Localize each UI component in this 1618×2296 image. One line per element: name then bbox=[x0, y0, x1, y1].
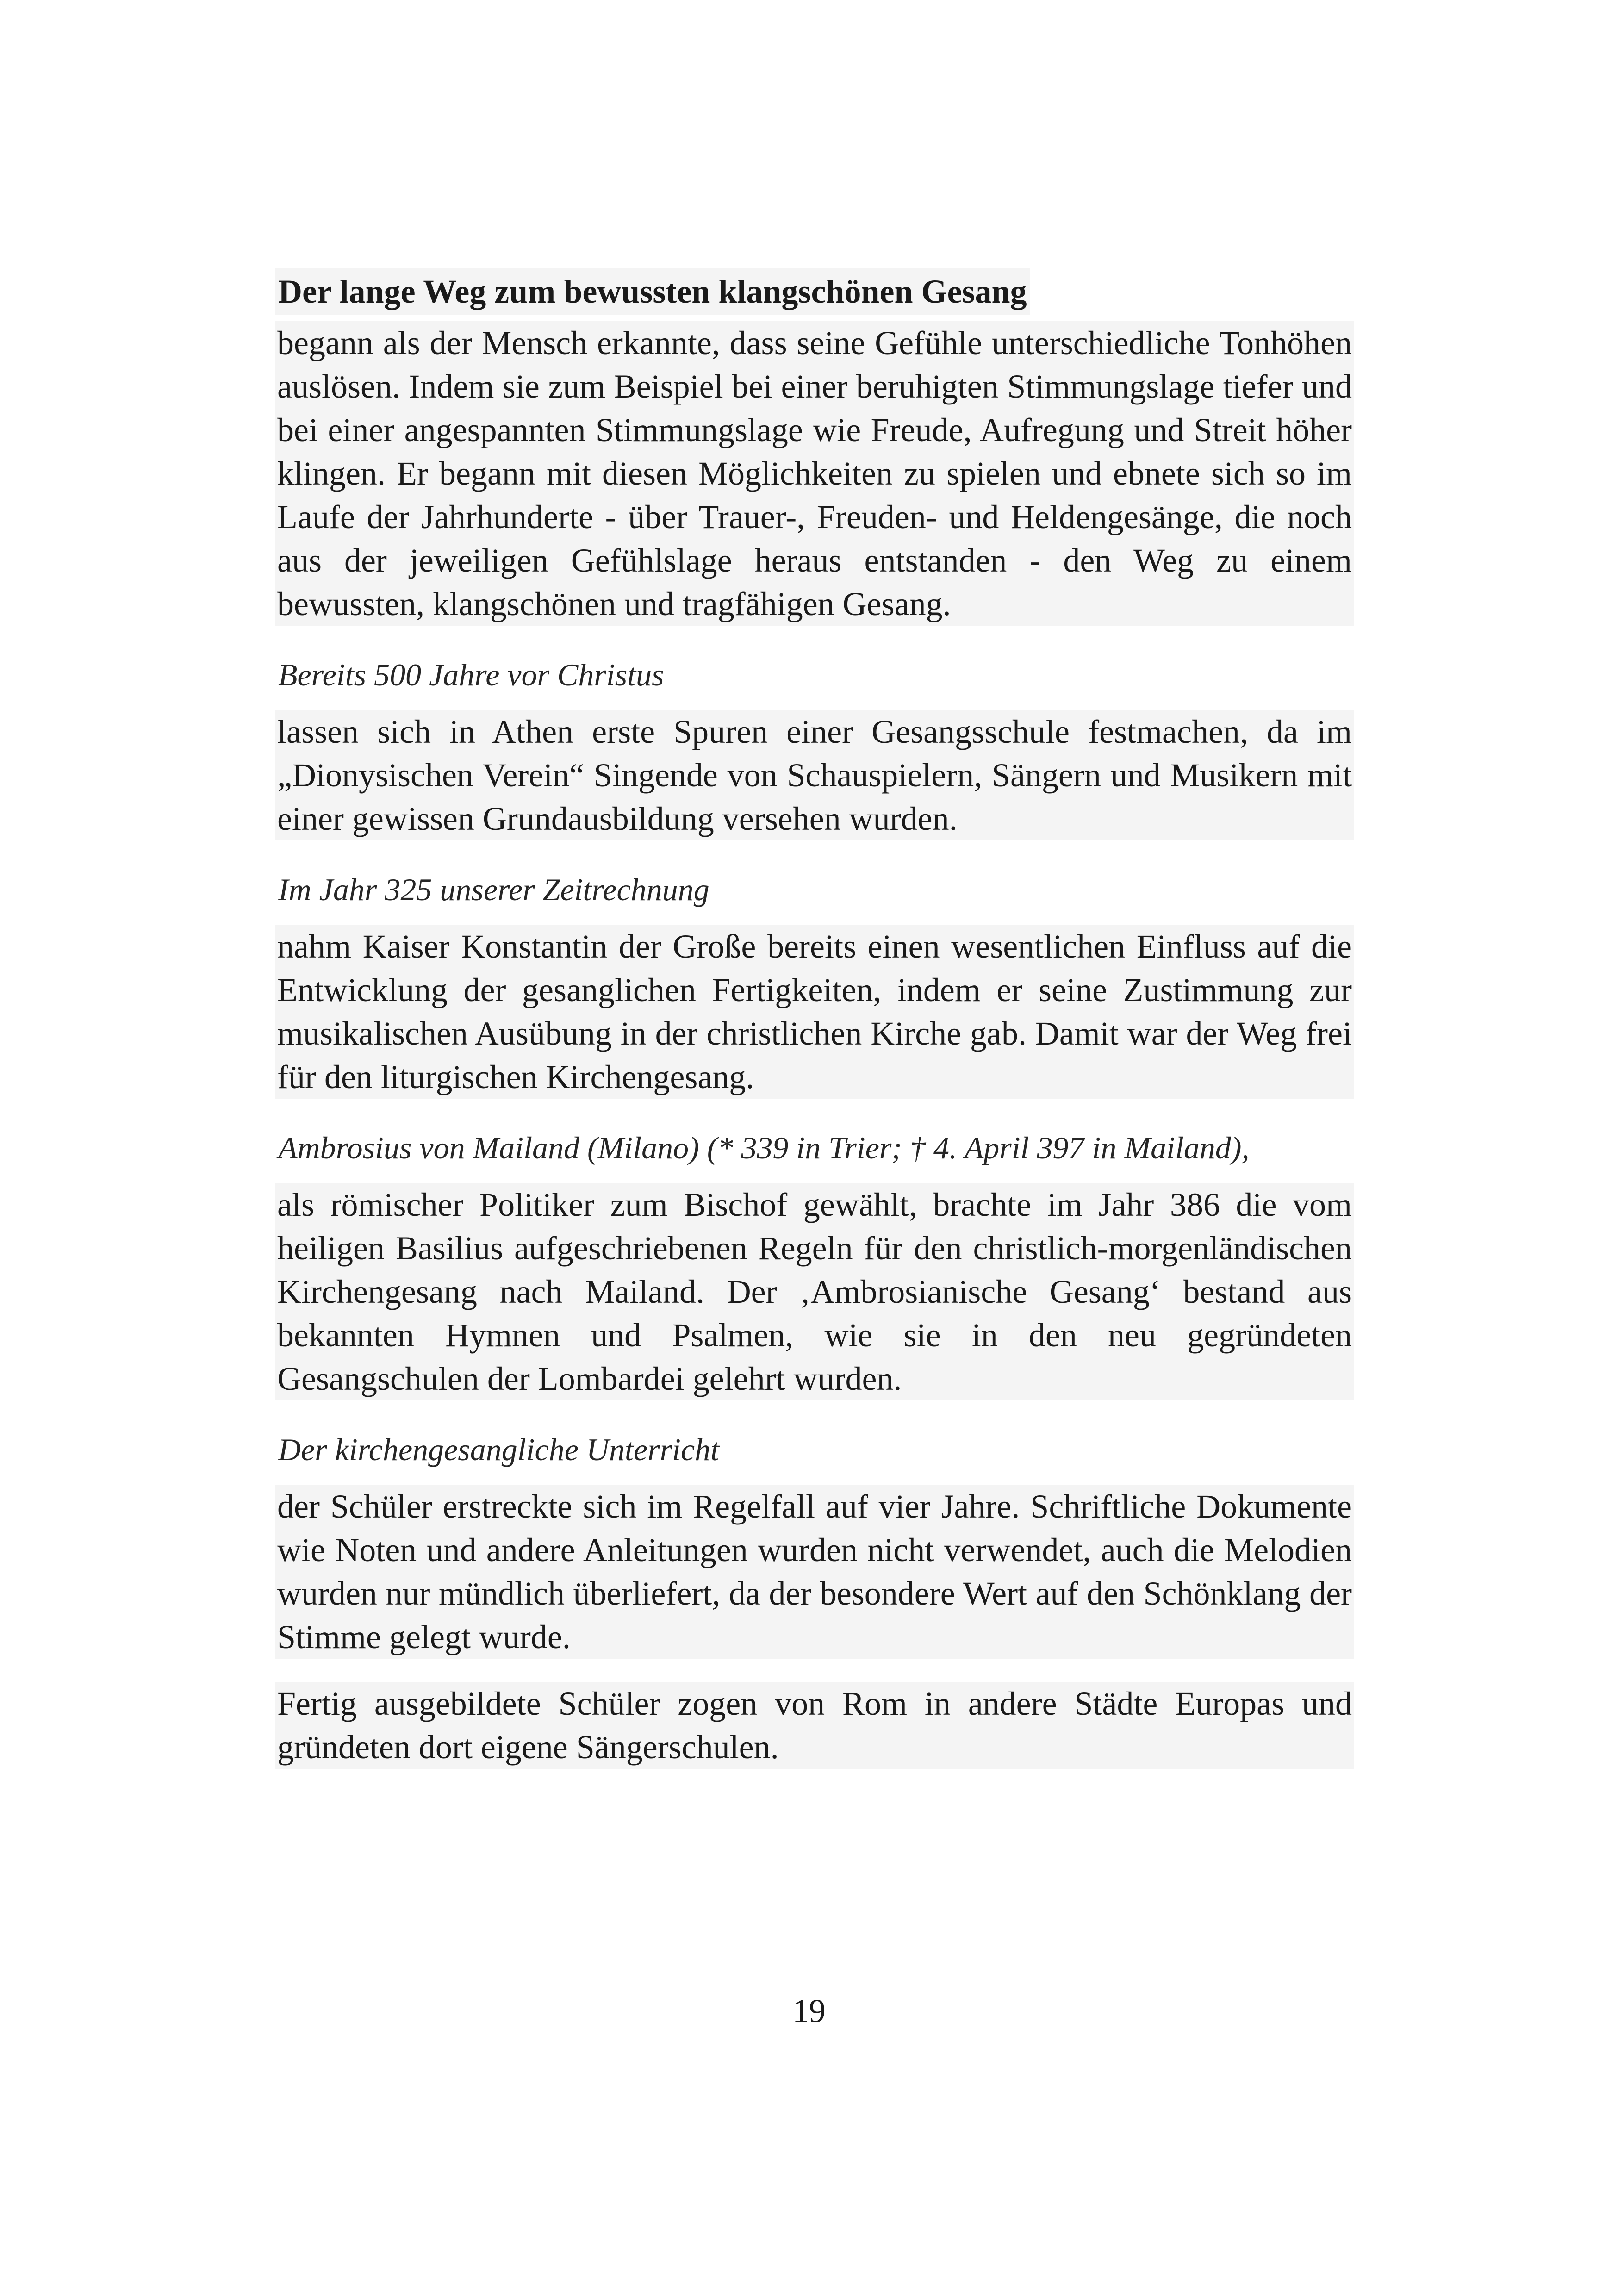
paragraph-intro: begann als der Mensch erkannte, dass seine Gefühle unterschiedliche Tonhöhen auslösen. Indem sie zum Beispiel bei einer beruhigten Stimmungslage tiefer und bei einer angespannten Stimmungslage wie Freude, Aufregung und Streit höher klingen. Er begann mit diesen Möglichkeiten zu spielen und ebnete sich so im Laufe der Jahrhunderte - über Trauer-, Freuden- und Heldengesänge, die noch aus der jeweiligen Gefühlslage heraus entstanden - den Weg zu einem bewussten, klangschönen und tragfähigen Gesang. bbox=[275, 321, 1354, 626]
paragraph-athens: lassen sich in Athen erste Spuren einer Gesangsschule festmachen, da im „Dionysischen Verein“ Singende von Schauspielern, Sängern und Musikern mit einer gewissen Grundausbildung versehen wurden. bbox=[275, 710, 1354, 840]
paragraph-graduates: Fertig ausgebildete Schüler zogen von Rom in andere Städte Europas und gründeten dort eigene Sängerschulen. bbox=[275, 1682, 1354, 1769]
subheading-athens: Bereits 500 Jahre vor Christus bbox=[278, 657, 664, 692]
paragraph-constantine: nahm Kaiser Konstantin der Große bereits einen wesentlichen Einfluss auf die Entwicklung der gesanglichen Fertigkeiten, indem er seine Zustimmung zur musikalischen Ausübung in der christlichen Kirche gab. Damit war der Weg frei für den liturgischen Kirchengesang. bbox=[275, 925, 1354, 1099]
text-column bbox=[275, 268, 1354, 1769]
subheading-year-325: Im Jahr 325 unserer Zeitrechnung bbox=[278, 872, 709, 907]
chapter-heading: Der lange Weg zum bewussten klangschönen Gesang bbox=[275, 268, 1030, 315]
subheading-church-singing-lessons: Der kirchengesangliche Unterricht bbox=[278, 1432, 719, 1467]
subheading-ambrosius: Ambrosius von Mailand (Milano) (* 339 in Trier; † 4. April 397 in Mailand), bbox=[278, 1130, 1250, 1165]
paragraph-lessons: der Schüler erstreckte sich im Regelfall auf vier Jahre. Schriftliche Dokumente wie Noten und andere Anleitungen wurden nicht verwendet, auch die Melodien wurden nur mündlich überliefert, da der besondere Wert auf den Schönklang der Stimme gelegt wurde. bbox=[275, 1485, 1354, 1659]
page-number: 19 bbox=[792, 1992, 826, 2029]
paragraph-ambrosius: als römischer Politiker zum Bischof gewählt, brachte im Jahr 386 die vom heiligen Basilius aufgeschriebenen Regeln für den christlich-morgenländischen Kirchengesang nach Mailand. Der ‚Ambrosianische Gesang‘ bestand aus bekannten Hymnen und Psalmen, wie sie in den neu gegründeten Gesangschulen der Lombardei gelehrt wurden. bbox=[275, 1183, 1354, 1400]
